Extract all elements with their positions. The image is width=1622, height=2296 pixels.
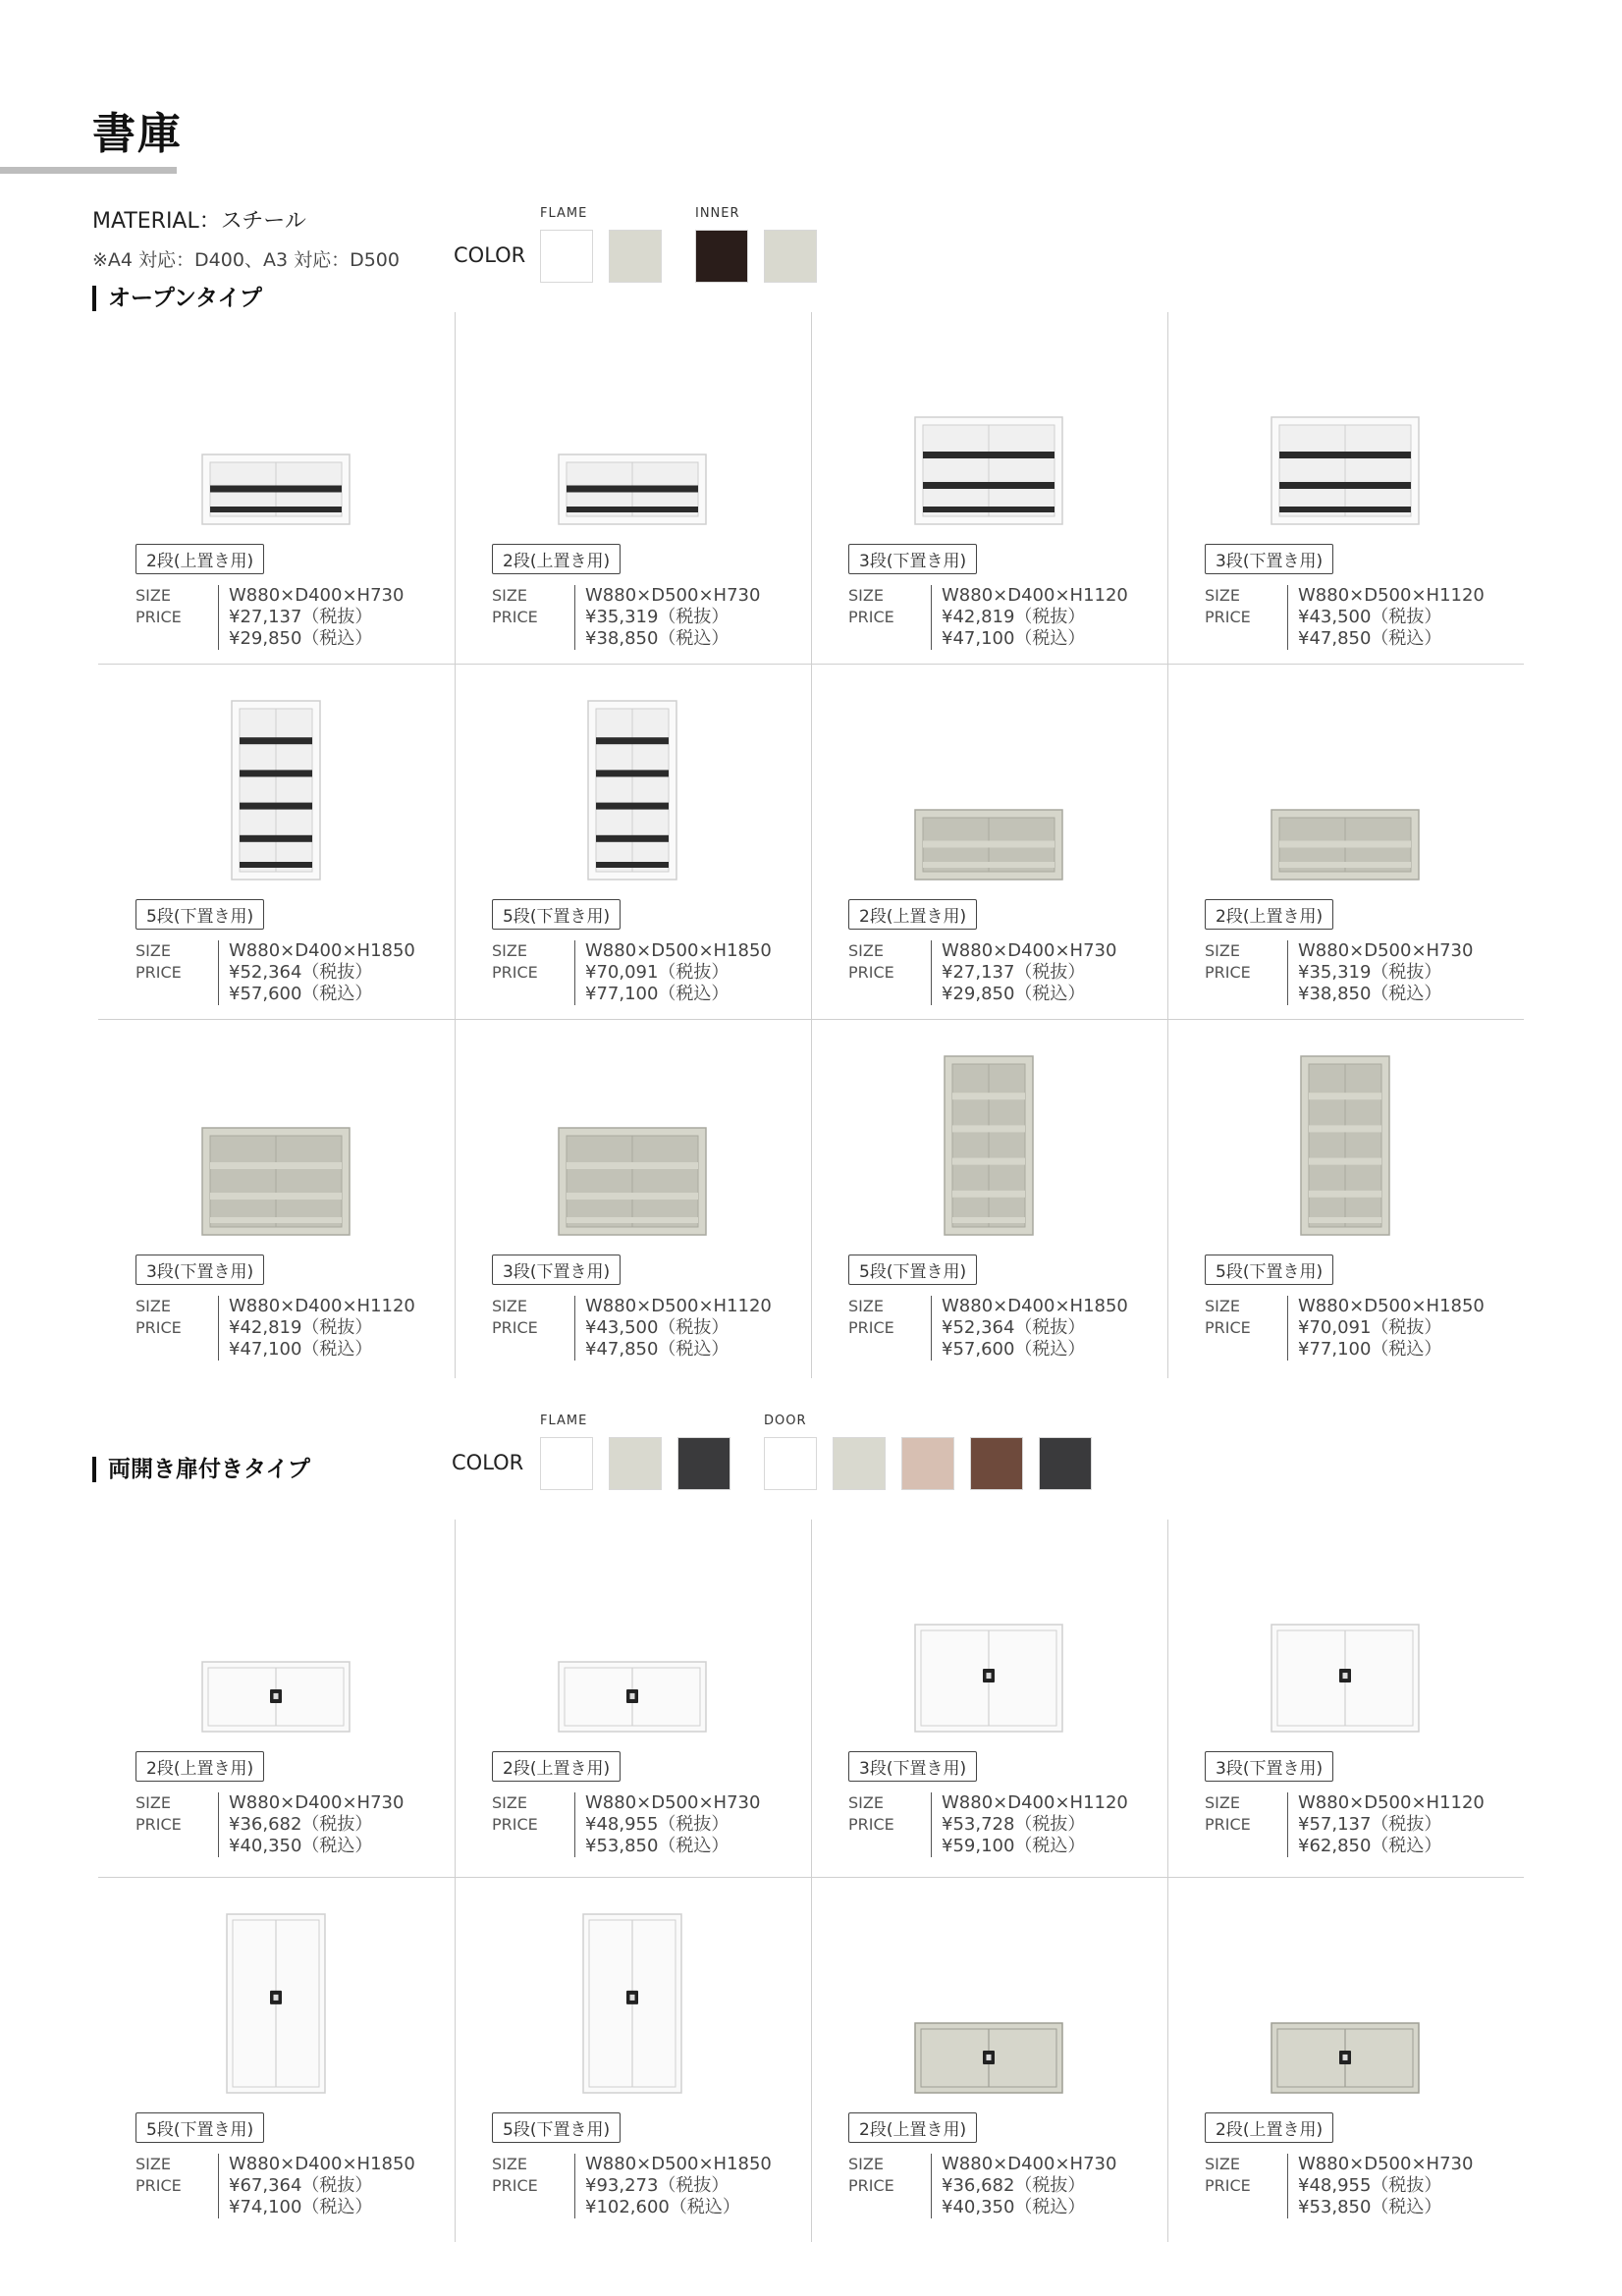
spec-divider [931, 2154, 932, 2218]
open-bookshelf-image [1297, 1052, 1395, 1241]
product-type-badge: 2段(上置き用) [492, 544, 621, 574]
price-incl-tax: ¥40,350（税込） [229, 1836, 373, 1856]
product-card[interactable] [1167, 312, 1524, 667]
product-type-badge: 3段(下置き用) [1205, 1751, 1333, 1782]
price-label: PRICE [1205, 608, 1251, 626]
door-cabinet-image [911, 1621, 1068, 1737]
product-spec [135, 1296, 430, 1364]
size-label: SIZE [135, 1793, 171, 1812]
size-label: SIZE [1205, 941, 1240, 960]
open-type-heading: オープンタイプ [92, 286, 262, 311]
size-value: W880×D400×H1120 [229, 1296, 415, 1316]
price-incl-tax: ¥38,850（税込） [1298, 984, 1442, 1004]
door-door-swatch [833, 1437, 886, 1490]
spec-divider [931, 585, 932, 650]
price-excl-tax: ¥42,819（税抜） [229, 1317, 373, 1338]
product-spec [848, 940, 1143, 1009]
price-excl-tax: ¥53,728（税抜） [942, 1814, 1086, 1835]
size-label: SIZE [135, 1297, 171, 1315]
grid-divider [98, 664, 1524, 665]
spec-divider [574, 1296, 575, 1361]
price-label: PRICE [135, 963, 182, 982]
product-image [1297, 1052, 1395, 1245]
spec-divider [218, 2154, 219, 2218]
spec-divider [931, 940, 932, 1005]
price-label: PRICE [492, 1318, 538, 1337]
price-incl-tax: ¥77,100（税込） [585, 984, 730, 1004]
product-image [555, 1124, 712, 1245]
product-image [223, 1910, 331, 2103]
title-underline [0, 167, 177, 174]
product-card[interactable] [98, 1023, 455, 1378]
product-spec [1205, 585, 1499, 654]
size-label: SIZE [1205, 586, 1240, 605]
product-image [555, 1658, 712, 1741]
open-bookshelf-image [555, 1124, 712, 1241]
spec-divider [931, 1296, 932, 1361]
open-bookshelf-image [1268, 413, 1425, 530]
price-label: PRICE [848, 963, 894, 982]
door-cabinet-image [911, 2019, 1068, 2099]
size-value: W880×D400×H1120 [942, 585, 1128, 606]
spec-divider [1287, 2154, 1288, 2218]
door-door-swatch [901, 1437, 954, 1490]
product-card[interactable] [811, 1881, 1167, 2242]
open-bookshelf-image [584, 697, 682, 885]
product-type-badge: 2段(上置き用) [1205, 2112, 1333, 2143]
price-label: PRICE [848, 608, 894, 626]
spec-divider [218, 1296, 219, 1361]
product-spec [848, 2154, 1143, 2222]
product-spec [135, 2154, 430, 2222]
size-label: SIZE [848, 1793, 884, 1812]
spec-divider [931, 1792, 932, 1857]
product-type-badge: 2段(上置き用) [135, 1751, 264, 1782]
spec-divider [574, 940, 575, 1005]
size-value: W880×D500×H1120 [585, 1296, 772, 1316]
open-bookshelf-image [198, 451, 355, 530]
door-color-label: COLOR [452, 1451, 524, 1474]
size-value: W880×D400×H730 [942, 940, 1117, 961]
open-bookshelf-image [1268, 806, 1425, 885]
price-label: PRICE [492, 608, 538, 626]
product-spec [1205, 940, 1499, 1009]
product-type-badge: 3段(下置き用) [492, 1255, 621, 1285]
product-image [555, 451, 712, 534]
price-excl-tax: ¥52,364（税抜） [229, 962, 373, 983]
size-label: SIZE [1205, 1793, 1240, 1812]
grid-divider [98, 1019, 1524, 1020]
product-card[interactable] [455, 1881, 811, 2242]
open-flame-swatch [609, 230, 662, 283]
open-bookshelf-image [911, 413, 1068, 530]
product-type-badge: 3段(下置き用) [848, 544, 977, 574]
product-type-badge: 2段(上置き用) [848, 899, 977, 930]
open-product-grid [98, 312, 1524, 1378]
size-note: ※A4 対応：D400、A3 対応：D500 [92, 249, 400, 271]
price-excl-tax: ¥36,682（税抜） [229, 1814, 373, 1835]
size-value: W880×D400×H730 [942, 2154, 1117, 2174]
size-value: W880×D500×H1850 [1298, 1296, 1485, 1316]
product-spec [135, 585, 430, 654]
price-excl-tax: ¥48,955（税抜） [585, 1814, 730, 1835]
door-door-swatch [1039, 1437, 1092, 1490]
product-card[interactable] [811, 667, 1167, 1023]
product-image [579, 1910, 687, 2103]
price-label: PRICE [135, 1318, 182, 1337]
price-excl-tax: ¥48,955（税抜） [1298, 2175, 1442, 2196]
open-inner-label: INNER [695, 206, 740, 221]
grid-divider [98, 1877, 1524, 1878]
open-bookshelf-image [941, 1052, 1039, 1241]
spec-divider [1287, 940, 1288, 1005]
price-incl-tax: ¥53,850（税込） [1298, 2197, 1442, 2217]
door-flame-swatch [540, 1437, 593, 1490]
price-excl-tax: ¥67,364（税抜） [229, 2175, 373, 2196]
price-incl-tax: ¥47,100（税込） [229, 1339, 373, 1360]
size-value: W880×D500×H1120 [1298, 585, 1485, 606]
size-value: W880×D400×H730 [229, 585, 405, 606]
price-incl-tax: ¥29,850（税込） [229, 628, 373, 649]
grid-divider [1167, 312, 1168, 1378]
size-value: W880×D400×H730 [229, 1792, 405, 1813]
open-flame-swatch [540, 230, 593, 283]
size-value: W880×D400×H1850 [229, 2154, 415, 2174]
size-label: SIZE [135, 2155, 171, 2173]
price-label: PRICE [135, 2176, 182, 2195]
product-spec [492, 2154, 786, 2222]
product-card[interactable] [811, 1520, 1167, 1881]
price-incl-tax: ¥38,850（税込） [585, 628, 730, 649]
product-type-badge: 3段(下置き用) [1205, 544, 1333, 574]
product-spec [492, 585, 786, 654]
price-incl-tax: ¥59,100（税込） [942, 1836, 1086, 1856]
door-cabinet-image [579, 1910, 687, 2099]
product-card[interactable] [455, 667, 811, 1023]
size-label: SIZE [492, 941, 527, 960]
price-excl-tax: ¥93,273（税抜） [585, 2175, 730, 2196]
open-bookshelf-image [555, 451, 712, 530]
size-value: W880×D500×H1850 [585, 940, 772, 961]
grid-divider [455, 312, 456, 1378]
spec-divider [218, 940, 219, 1005]
door-door-label: DOOR [764, 1414, 807, 1428]
open-flame-label: FLAME [540, 206, 588, 221]
product-image [1268, 2019, 1425, 2103]
door-type-heading: 両開き扉付きタイプ [92, 1457, 310, 1482]
product-image [198, 451, 355, 534]
product-image [911, 806, 1068, 889]
price-incl-tax: ¥47,850（税込） [1298, 628, 1442, 649]
product-spec [1205, 1792, 1499, 1861]
price-incl-tax: ¥57,600（税込） [229, 984, 373, 1004]
product-card[interactable] [98, 312, 455, 667]
spec-divider [1287, 585, 1288, 650]
product-spec [1205, 2154, 1499, 2222]
size-label: SIZE [848, 586, 884, 605]
size-label: SIZE [1205, 2155, 1240, 2173]
size-label: SIZE [1205, 1297, 1240, 1315]
size-label: SIZE [135, 941, 171, 960]
product-spec [848, 585, 1143, 654]
door-cabinet-image [555, 1658, 712, 1737]
open-inner-swatch [695, 230, 748, 283]
product-image [941, 1052, 1039, 1245]
product-spec [135, 1792, 430, 1861]
price-incl-tax: ¥53,850（税込） [585, 1836, 730, 1856]
size-value: W880×D500×H730 [585, 585, 761, 606]
price-incl-tax: ¥62,850（税込） [1298, 1836, 1442, 1856]
price-label: PRICE [492, 963, 538, 982]
product-card[interactable] [98, 667, 455, 1023]
product-type-badge: 3段(下置き用) [848, 1751, 977, 1782]
grid-divider [455, 1520, 456, 2242]
open-color-label: COLOR [454, 243, 526, 267]
price-label: PRICE [492, 2176, 538, 2195]
spec-divider [218, 1792, 219, 1857]
product-type-badge: 5段(下置き用) [492, 899, 621, 930]
spec-divider [574, 1792, 575, 1857]
product-card[interactable] [98, 1881, 455, 2242]
spec-divider [574, 585, 575, 650]
price-incl-tax: ¥77,100（税込） [1298, 1339, 1442, 1360]
product-spec [848, 1296, 1143, 1364]
price-incl-tax: ¥29,850（税込） [942, 984, 1086, 1004]
product-type-badge: 3段(下置き用) [135, 1255, 264, 1285]
size-value: W880×D400×H1850 [229, 940, 415, 961]
size-value: W880×D500×H730 [585, 1792, 761, 1813]
size-label: SIZE [135, 586, 171, 605]
price-excl-tax: ¥70,091（税抜） [1298, 1317, 1442, 1338]
product-type-badge: 5段(下置き用) [135, 899, 264, 930]
open-bookshelf-image [198, 1124, 355, 1241]
product-spec [492, 940, 786, 1009]
price-label: PRICE [848, 1815, 894, 1834]
open-bookshelf-image [228, 697, 326, 885]
product-type-badge: 5段(下置き用) [135, 2112, 264, 2143]
price-excl-tax: ¥27,137（税抜） [942, 962, 1086, 983]
size-value: W880×D500×H730 [1298, 2154, 1474, 2174]
open-bookshelf-image [911, 806, 1068, 885]
price-excl-tax: ¥36,682（税抜） [942, 2175, 1086, 2196]
size-value: W880×D500×H730 [1298, 940, 1474, 961]
grid-divider [811, 312, 812, 1378]
product-type-badge: 2段(上置き用) [492, 1751, 621, 1782]
product-image [228, 697, 326, 889]
door-door-swatch [764, 1437, 817, 1490]
product-card[interactable] [1167, 667, 1524, 1023]
size-value: W880×D400×H1120 [942, 1792, 1128, 1813]
door-product-grid [98, 1520, 1524, 2230]
price-incl-tax: ¥47,100（税込） [942, 628, 1086, 649]
price-incl-tax: ¥57,600（税込） [942, 1339, 1086, 1360]
price-excl-tax: ¥35,319（税抜） [585, 607, 730, 627]
product-card[interactable] [1167, 1023, 1524, 1378]
price-incl-tax: ¥47,850（税込） [585, 1339, 730, 1360]
price-excl-tax: ¥43,500（税抜） [585, 1317, 730, 1338]
price-excl-tax: ¥52,364（税抜） [942, 1317, 1086, 1338]
product-type-badge: 2段(上置き用) [135, 544, 264, 574]
price-incl-tax: ¥40,350（税込） [942, 2197, 1086, 2217]
product-card[interactable] [811, 1023, 1167, 1378]
size-label: SIZE [848, 1297, 884, 1315]
product-card[interactable] [1167, 1520, 1524, 1881]
product-image [1268, 1621, 1425, 1741]
price-label: PRICE [1205, 963, 1251, 982]
size-label: SIZE [492, 586, 527, 605]
price-excl-tax: ¥70,091（税抜） [585, 962, 730, 983]
size-label: SIZE [492, 1297, 527, 1315]
size-label: SIZE [492, 2155, 527, 2173]
material-text: MATERIAL：スチール [92, 209, 306, 234]
product-type-badge: 5段(下置き用) [848, 1255, 977, 1285]
product-card[interactable] [455, 1520, 811, 1881]
door-cabinet-image [223, 1910, 331, 2099]
product-image [911, 2019, 1068, 2103]
product-spec [135, 940, 430, 1009]
price-label: PRICE [1205, 1318, 1251, 1337]
door-flame-label: FLAME [540, 1414, 588, 1428]
price-label: PRICE [135, 1815, 182, 1834]
price-label: PRICE [1205, 2176, 1251, 2195]
grid-divider [1167, 1520, 1168, 2242]
product-card[interactable] [455, 312, 811, 667]
price-label: PRICE [1205, 1815, 1251, 1834]
product-spec [848, 1792, 1143, 1861]
door-flame-swatch [677, 1437, 730, 1490]
size-value: W880×D500×H1850 [585, 2154, 772, 2174]
price-excl-tax: ¥35,319（税抜） [1298, 962, 1442, 983]
product-card[interactable] [1167, 1881, 1524, 2242]
product-image [1268, 806, 1425, 889]
product-image [1268, 413, 1425, 534]
product-type-badge: 2段(上置き用) [848, 2112, 977, 2143]
product-image [584, 697, 682, 889]
door-door-swatch [970, 1437, 1023, 1490]
product-card[interactable] [455, 1023, 811, 1378]
price-label: PRICE [848, 2176, 894, 2195]
spec-divider [218, 585, 219, 650]
product-type-badge: 5段(下置き用) [1205, 1255, 1333, 1285]
price-label: PRICE [135, 608, 182, 626]
product-image [911, 1621, 1068, 1741]
product-spec [492, 1296, 786, 1364]
door-cabinet-image [1268, 1621, 1425, 1737]
page-title: 書庫 [92, 109, 183, 159]
grid-divider [811, 1520, 812, 2242]
door-flame-swatch [609, 1437, 662, 1490]
price-label: PRICE [492, 1815, 538, 1834]
door-cabinet-image [1268, 2019, 1425, 2099]
price-excl-tax: ¥57,137（税抜） [1298, 1814, 1442, 1835]
price-excl-tax: ¥27,137（税抜） [229, 607, 373, 627]
spec-divider [1287, 1296, 1288, 1361]
product-image [198, 1658, 355, 1741]
open-inner-swatch [764, 230, 817, 283]
size-label: SIZE [848, 2155, 884, 2173]
product-type-badge: 2段(上置き用) [1205, 899, 1333, 930]
price-incl-tax: ¥102,600（税込） [585, 2197, 740, 2217]
spec-divider [574, 2154, 575, 2218]
size-value: W880×D400×H1850 [942, 1296, 1128, 1316]
price-label: PRICE [848, 1318, 894, 1337]
product-spec [492, 1792, 786, 1861]
product-card[interactable] [98, 1520, 455, 1881]
size-label: SIZE [492, 1793, 527, 1812]
product-image [198, 1124, 355, 1245]
price-incl-tax: ¥74,100（税込） [229, 2197, 373, 2217]
product-spec [1205, 1296, 1499, 1364]
size-value: W880×D500×H1120 [1298, 1792, 1485, 1813]
product-card[interactable] [811, 312, 1167, 667]
door-cabinet-image [198, 1658, 355, 1737]
product-type-badge: 5段(下置き用) [492, 2112, 621, 2143]
price-excl-tax: ¥42,819（税抜） [942, 607, 1086, 627]
spec-divider [1287, 1792, 1288, 1857]
price-excl-tax: ¥43,500（税抜） [1298, 607, 1442, 627]
product-image [911, 413, 1068, 534]
size-label: SIZE [848, 941, 884, 960]
